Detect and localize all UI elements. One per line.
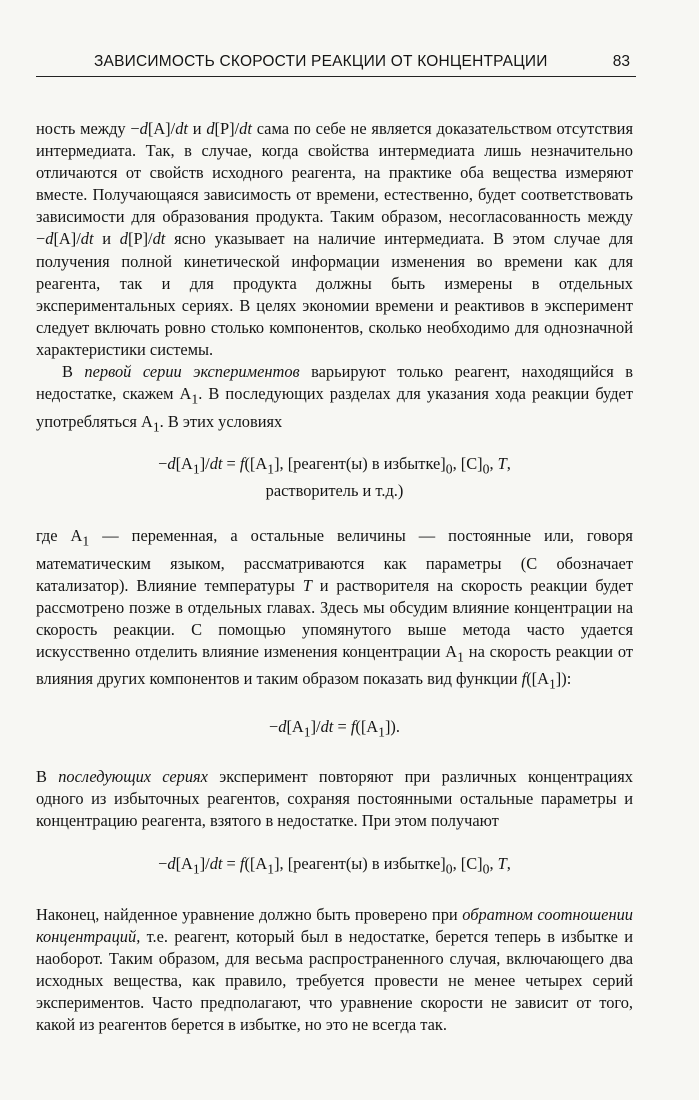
paragraph-4: В последующих сериях эксперимент повторяют при различных концентрациях одного из избыточных реагентов, сохраняя постоянными остальные параметры и концентрацию реагента, взятого в недостатке. При этом получают [36,767,633,831]
paragraph-3: где $A_1$ — переменная, а остальные величины — постоянные или, говоря математическим языком, рассматриваются как параметры (C обозначает катализатор). Влияние температуры T и растворителя на скорость реакции будет рассмотрено позже в отдельных главах. Здесь мы обсудим влияние концентрации на скорость реакции. С помощью упомянутого выше метода часто удается искусственно отделить влияние изменения концентрации $A_1$ на скорость реакции от влияния других компонентов и таким образом показать вид функции $f([A_1])$: [36,526,634,692]
equation-2: $-d[A_1]/dt = f([A_1])$. [269,716,400,740]
paragraph-1: ность между −d[A]/dt и d[P]/dt сама по себе не является доказательством отсутствия интермедиата. Так, в случае, когда свойства интермедиата лишь незначительно отличаются от свойств исходного реагента, на практике оба вещества измеряют вместе. Получающаяся зависимость от времени, естественно, будет соответствовать зависимости для образования продукта. Таким образом, несогласованность между −d[A]/dt и d[P]/dt ясно указывает на наличие интермедиата. В этом случае для получения полной кинетической информации изменения во времени как для реагента, так и для продукта должны быть измерены в отдельных экспериментальных сериях. В целях экономии времени и реактивов в эксперимент следует включать ровно столько компонентов, сколько необходимо для однозначной характеристики системы. [36,119,633,359]
equation-1 [36,453,633,502]
running-title: ЗАВИСИМОСТЬ СКОРОСТИ РЕАКЦИИ ОТ КОНЦЕНТРАЦИИ [94,53,548,70]
page-number: 83 [612,53,630,70]
paragraph-5: Наконец, найденное уравнение должно быть проверено при обратном соотношении концентраций, т.е. реагент, который был в недостатке, берется теперь в избытке и наоборот. Таким образом, для весьма распространенного случая, включающего два исходных вещества, как правило, требуется провести не менее четырех серий экспериментов. Часто предполагают, что уравнение скорости не зависит от того, какой из реагентов берется в избытке, но это не всегда так. [36,904,633,1035]
equation-1-line-1: $-d[A_1]/dt = f([A_1]$, [реагент(ы) в $избытке]_0$, $[C]_0$, T, [158,453,511,477]
equation-3: $-d[A_1]/dt = f([A_1]$, [реагент(ы) в $избытке]_0$, $[C]_0$, T, [158,853,511,876]
running-header [36,52,636,77]
page-body [36,118,633,1036]
equation-1-line-2: растворитель и т.д.) [265,481,404,501]
paragraph-2: В первой серии экспериментов варьируют только реагент, находящийся в недостатке, скажем $A_1$. В последующих разделах для указания хода реакции будет употребляться $A_1$. В этих условиях [36,362,633,434]
